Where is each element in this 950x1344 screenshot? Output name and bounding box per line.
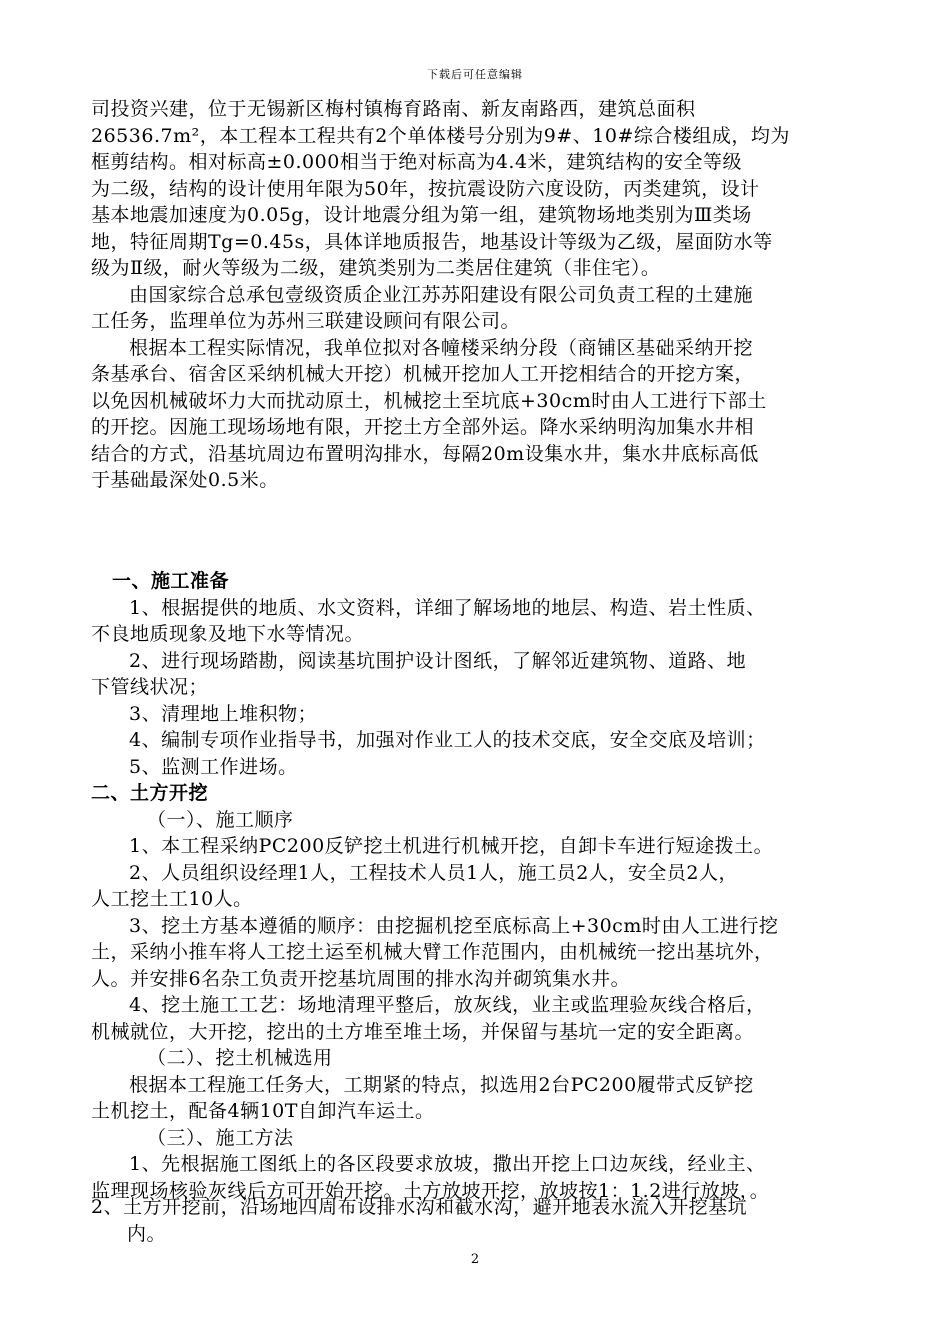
text-line: 为二级，结构的设计使用年限为50年，按抗震设防六度设防，丙类建筑，设计 [91,177,760,200]
subsection-heading: （二）、挖土机械选用 [147,1047,333,1069]
text-line: 由国家综合总承包壹级资质企业江苏苏阳建设有限公司负责工程的土建施 [129,283,754,306]
text-line: 土，采纳小推车将人工挖土运至机械大臂工作范围内，由机械统一挖出基坑外， [91,941,774,963]
text-line: 根据本工程施工任务大，工期紧的特点，拟选用2台PC200履带式反铲挖 [129,1073,754,1096]
text-line: 4、挖土施工工艺：场地清理平整后，放灰线，业主或监理验灰线合格后， [129,994,766,1016]
text-line: 地，特征周期Tg=0.45s，具体详地质报告，地基设计等级为乙级，屋面防水等 [91,230,773,253]
text-line: 土机挖土，配备4辆10T自卸汽车运土。 [91,1100,435,1122]
text-line: 2、进行现场踏勘，阅读基坑围护设计图纸，了解邻近建筑物、道路、地 [129,649,747,672]
text-line: 监理现场核验灰线后方可开始开挖。土方放坡开挖，放坡按1：1.2进行放坡，。 [91,1179,770,1202]
text-line: 级为Ⅱ级，耐火等级为二级，建筑类别为二类居住建筑（非住宅）。 [91,257,661,279]
text-line: 机械就位，大开挖，挖出的土方堆至堆土场，并保留与基坑一定的安全距离。 [91,1020,755,1043]
subsection-heading: （三）、施工方法 [147,1126,294,1149]
text-line: 3、挖土方基本遵循的顺序：由挖掘机挖至底标高上+30cm时由人工进行挖 [129,914,779,937]
text-line: 4、编制专项作业指导书，加强对作业工人的技术交底，安全交底及培训； [129,729,766,751]
text-line: 以免因机械破坏力大而扰动原土，机械挖土至坑底+30cm时由人工进行下部土 [91,389,767,412]
text-line: 基本地震加速度为0.05g，设计地震分组为第一组，建筑物场地类别为Ⅲ类场 [91,204,752,226]
text-line: 工任务，监理单位为苏州三联建设顾问有限公司。 [91,310,521,332]
text-line: 下管线状况； [91,676,209,698]
section-heading: 二、土方开挖 [91,782,209,804]
text-line: 2、土方开挖前，沿场地四周布设排水沟和截水沟，避开地表水流入开挖基坑 [91,1196,748,1218]
construction-section [91,568,881,1204]
intro-section [91,96,881,494]
text-line: 结合的方式，沿基坑周边布置明沟排水，每隔20m设集水井，集水井底标高低 [91,442,759,465]
text-line: 1、本工程采纳PC200反铲挖土机进行机械开挖，自卸卡车进行短途拨土。 [129,835,774,857]
text-line: 26536.7m²，本工程本工程共有2个单体楼号分别为9#、10#综合楼组成，均为 [91,124,790,147]
page-number: 2 [470,1252,480,1267]
text-line: 根据本工程实际情况，我单位拟对各幢楼采纳分段（商铺区基础采纳开挖 [129,336,754,359]
text-line: 的开挖。因施工现场场地有限，开挖土方全部外运。降水采纳明沟加集水井相 [91,416,755,438]
section-heading: 一、施工准备 [112,570,230,592]
text-line: 1、根据提供的地质、水文资料，详细了解场地的地层、构造、岩土性质、 [129,596,766,619]
text-line: 不良地质现象及地下水等情况。 [91,623,365,645]
subsection-heading: （一）、施工顺序 [147,808,294,831]
text-line: 2、人员组织设经理1人，工程技术人员1人，施工员2人，安全员2人， [129,861,738,884]
text-line: 3、清理地上堆积物； [129,702,318,725]
page-header: 下载后可任意编辑 [427,68,523,81]
text-line: 5、监测工作进场。 [129,755,298,778]
text-line: 人工挖土工10人。 [91,888,253,910]
text-line: 内。 [127,1222,167,1245]
text-line: 于基础最深处0.5米。 [91,469,279,491]
text-line: 1、先根据施工图纸上的各区段要求放坡，撒出开挖上口边灰线，经业主、 [129,1153,766,1175]
text-line: 人。并安排6名杂工负责开挖基坑周围的排水沟并砌筑集水井。 [91,967,631,990]
text-line: 框剪结构。相对标高±0.000相当于绝对标高为4.4米，建筑结构的安全等级 [91,151,743,173]
text-line: 条基承台、宿舍区采纳机械大开挖）机械开挖加人工开挖相结合的开挖方案， [91,363,755,385]
drainage-section [91,1194,881,1247]
text-line: 司投资兴建，位于无锡新区梅村镇梅育路南、新友南路西，建筑总面积 [91,98,696,120]
